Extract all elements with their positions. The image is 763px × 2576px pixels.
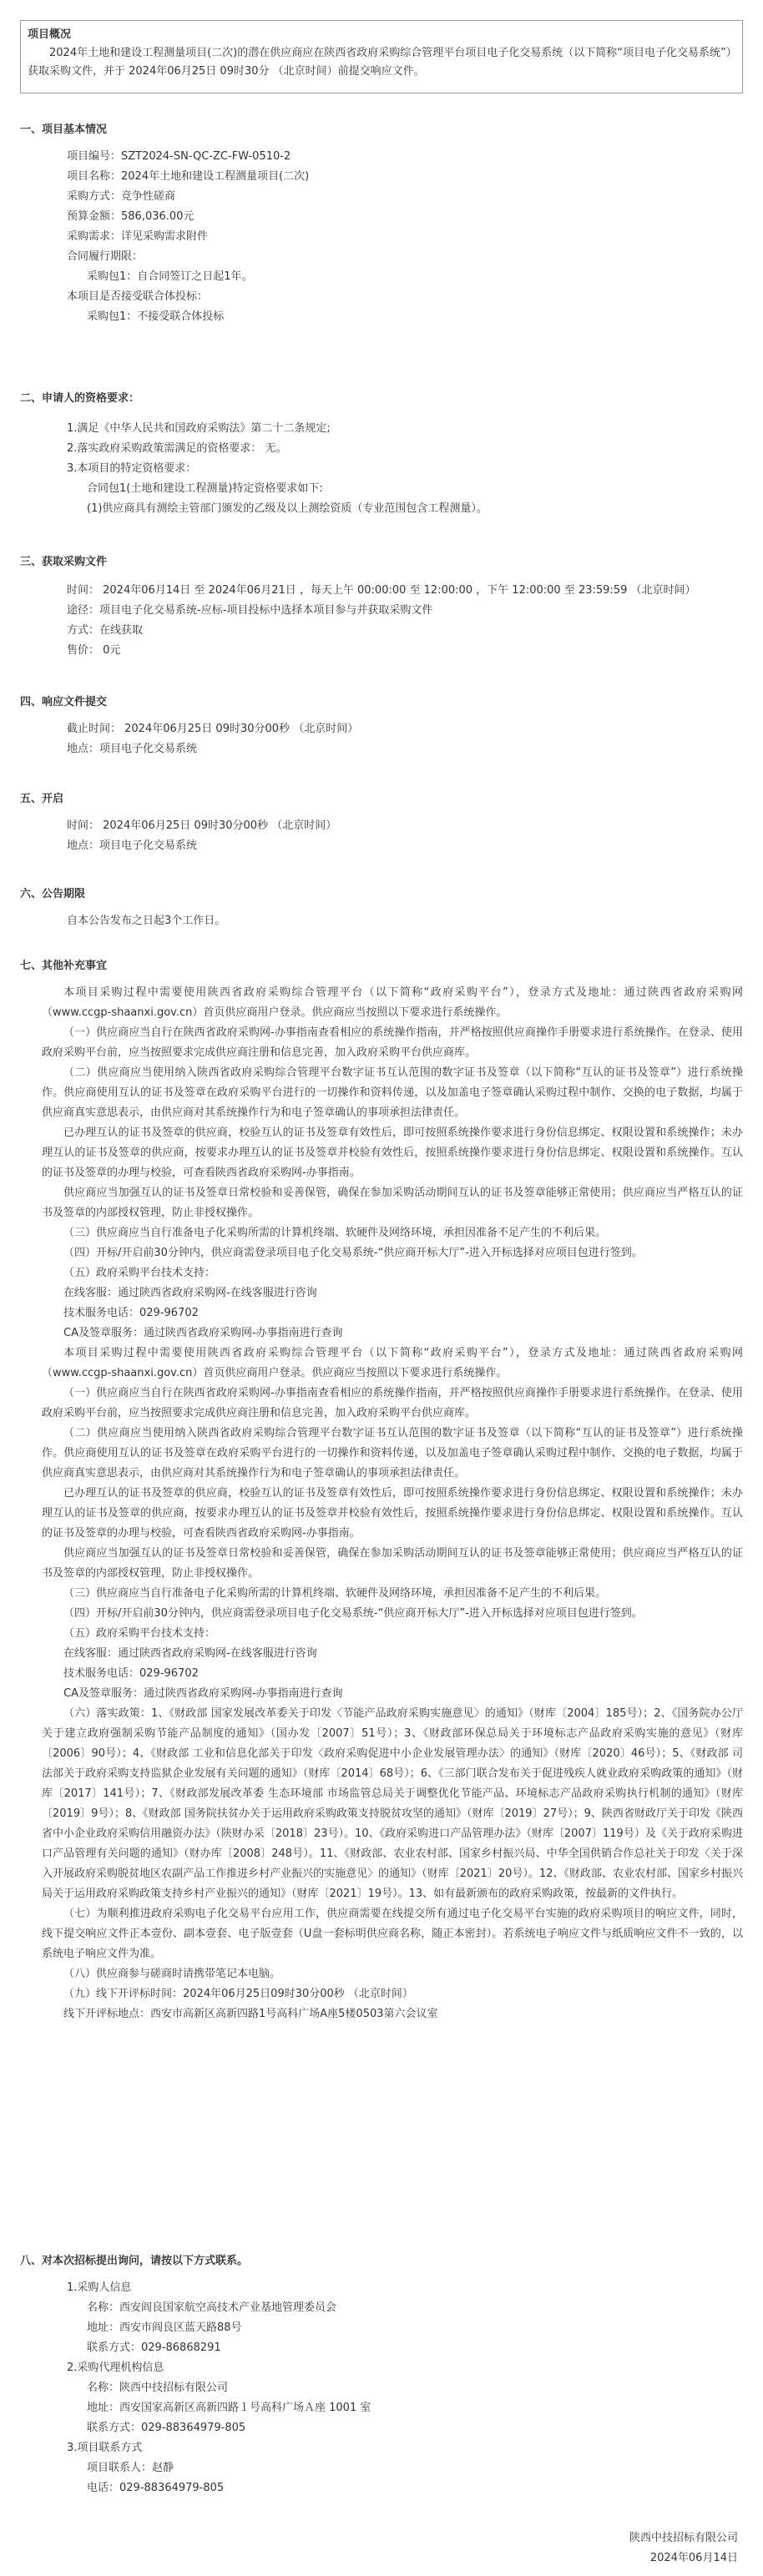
para: （二）供应商应当使用纳入陕西省政府采购综合管理平台数字证书互认范围的数字证书及签章（以下简称“互认的证书及签章”）进行系统操作。供应商使用互认的证书及签章在政府采购平台进行的一切操作和资料传递，以及加盖电子签章确认采购过程中制作、交换的电子数据，均属于供应商真实意思表示，由供应商对其系统操作行为和电子签章确认的事项承担法律责任。 <box>42 1066 743 1119</box>
summary-text: 2024年土地和建设工程测量项目(二次)的潜在供应商应在陕西省政府采购综合管理平台项目电子化交易系统（以下简称“项目电子化交易系统”）获取采购文件，并于 2024年06月25日 09时30分 （北京时间）前提交响应文件。 <box>28 47 732 78</box>
info-line: 采购方式：竞争性磋商 <box>67 190 176 203</box>
obtain-line: 售价： 0元 <box>67 644 121 657</box>
info-line: 项目名称：2024年土地和建设工程测量项目(二次) <box>67 170 310 183</box>
para: 线下开评标地点：西安市高新区高新四路1号高科广场A座5楼0503第六会议室 <box>63 2008 438 2020</box>
section-heading: 六、公告期限 <box>20 888 86 900</box>
para: （一）供应商应当自行在陕西省政府采购网-办事指南查看相应的系统操作指南，并严格按照供应商操作手册要求进行系统操作。在登录、使用政府采购平台前，应当按照要求完成供应商注册和信息完善，加入政府采购平台供应商库。 <box>42 1026 743 1059</box>
para: （九）线下开评标时间：2024年06月25日09时30分00秒 （北京时间） <box>63 1988 413 2000</box>
para: CA及签章服务：通过陕西省政府采购网-办事指南进行查询 <box>63 1327 343 1339</box>
para: 本项目采购过程中需要使用陕西省政府采购综合管理平台（以下简称“政府采购平台”），登录方式及地址：通过陕西省政府采购网（www.ccgp-shaanxi.gov.cn）首页供应商用户登录。供应商应当按照以下要求进行系统操作。 <box>42 986 743 1019</box>
purchaser-title: 1.采购人信息 <box>67 2281 132 2294</box>
para: 本项目采购过程中需要使用陕西省政府采购综合管理平台（以下简称“政府采购平台”），登录方式及地址：通过陕西省政府采购网（www.ccgp-shaanxi.gov.cn）首页供应商用户登录。供应商应当按照以下要求进行系统操作。 <box>42 1347 743 1379</box>
info-line: 采购需求：详见采购需求附件 <box>67 230 209 243</box>
submission-line: 截止时间： 2024年06月25日 09时30分00秒 （北京时间） <box>67 723 359 735</box>
contract-label: 合同履行期限： <box>67 250 144 263</box>
section-heading: 八、对本次招标提出询问，请按以下方式联系。 <box>20 2255 249 2267</box>
para: （三）供应商应当自行准备电子化采购所需的计算机终端、软硬件及网络环境，承担因准备不足产生的不利后果。 <box>63 1587 607 1600</box>
section-heading: 三、获取采购文件 <box>20 556 108 568</box>
obtain-line: 方式：在线获取 <box>67 624 144 637</box>
qualification-line: 3.本项目的特定资格要求： <box>67 462 197 475</box>
agency-line: 地址：西安国家高新区高新四路１号高科广场Ａ座 1001 室 <box>87 2402 371 2414</box>
contact-line: 电话：029-88364979-805 <box>87 2482 225 2494</box>
opening-line: 地点：项目电子化交易系统 <box>67 839 198 852</box>
para: （四）开标/开启前30分钟内，供应商需登录项目电子化交易系统-“供应商开标大厅”-进入开标选择对应项目包进行签到。 <box>63 1607 643 1620</box>
agency-title: 2.采购代理机构信息 <box>67 2362 164 2374</box>
para: （四）开标/开启前30分钟内，供应商需登录项目电子化交易系统-“供应商开标大厅”-进入开标选择对应项目包进行签到。 <box>63 1247 643 1259</box>
purchaser-line: 地址：西安市阎良区蓝天路88号 <box>87 2321 242 2334</box>
period-text: 自本公告发布之日起3个工作日。 <box>67 915 226 927</box>
para: （二）供应商应当使用纳入陕西省政府采购综合管理平台数字证书互认范围的数字证书及签章（以下简称“互认的证书及签章”）进行系统操作。供应商使用互认的证书及签章在政府采购平台进行的一切操作和资料传递，以及加盖电子签章确认采购过程中制作、交换的电子数据，均属于供应商真实意思表示，由供应商对其系统操作行为和电子签章确认的事项承担法律责任。 <box>42 1427 743 1480</box>
info-line: 项目编号：SZT2024-SN-QC-ZC-FW-0510-2 <box>67 150 291 163</box>
purchaser-line: 联系方式：029-86868291 <box>87 2342 221 2354</box>
section-submission <box>20 694 743 759</box>
para: （八）供应商参与磋商时请携带笔记本电脑。 <box>63 1968 281 1980</box>
section-qualifications <box>20 391 743 519</box>
submission-line: 地点：项目电子化交易系统 <box>67 743 198 755</box>
para: （七）为顺利推进政府采购电子化交易平台应用工作，供应商需要在线提交所有通过电子化交易平台实施的政府采购项目的响应文件，同时，线下提交响应文件正本壹份、副本壹套、电子版壹套（U盘一套标明供应商名称，随正本密封）。若系统电子响应文件与纸质响应文件不一致的，以系统电子响应文件为准。 <box>42 1908 743 1960</box>
para: （五）政府采购平台技术支持： <box>63 1267 216 1279</box>
supplementary-body <box>20 983 743 2024</box>
contract-value: 采购包1：自合同签订之日起1年。 <box>87 270 253 283</box>
purchaser-line: 名称：西安阎良国家航空高技术产业基地管理委员会 <box>87 2301 337 2314</box>
qualification-line: 1.满足《中华人民共和国政府采购法》第二十二条规定; <box>67 422 331 435</box>
summary-title: 项目概况 <box>28 28 72 41</box>
contact-title: 3.项目联系方式 <box>67 2442 143 2454</box>
para: 已办理互认的证书及签章的供应商，校验互认的证书及签章有效性后，即可按照系统操作要求进行身份信息绑定、权限设置和系统操作；未办理互认的证书及签章的供应商，按要求办理互认的证书及签章并校验有效性后，按照系统操作要求进行身份信息绑定、权限设置和系统操作。互认的证书及签章的办理与校验，可查看陕西省政府采购网-办事指南。 <box>42 1127 743 1179</box>
consortium-value: 采购包1：不接受联合体投标 <box>87 310 225 323</box>
project-summary-box <box>20 20 743 93</box>
agency-line: 联系方式：029-88364979-805 <box>87 2422 246 2434</box>
para: （三）供应商应当自行准备电子化采购所需的计算机终端、软硬件及网络环境，承担因准备不足产生的不利后果。 <box>63 1227 607 1239</box>
obtain-line: 途径：项目电子化交易系统-应标-项目投标中选择本项目参与并获取采购文件 <box>67 604 433 617</box>
section-heading: 五、开启 <box>20 793 64 805</box>
agency-line: 名称：陕西中技招标有限公司 <box>87 2382 229 2394</box>
para: 供应商应当加强互认的证书及签章日常校验和妥善保管，确保在参加采购活动期间互认的证书及签章能够正常使用；供应商应当严格互认的证书及签章的内部授权管理，防止非授权操作。 <box>42 1547 743 1580</box>
section-supplementary <box>20 958 743 2024</box>
contact-line: 项目联系人：赵静 <box>87 2462 174 2474</box>
section-contacts <box>20 2253 743 2498</box>
section-heading: 七、其他补充事宜 <box>20 960 108 972</box>
para: （五）政府采购平台技术支持： <box>63 1627 216 1640</box>
info-line: 预算金额：586,036.00元 <box>67 210 195 223</box>
para: （一）供应商应当自行在陕西省政府采购网-办事指南查看相应的系统操作指南，并严格按照供应商操作手册要求进行系统操作。在登录、使用政府采购平台前，应当按照要求完成供应商注册和信息完善，加入政府采购平台供应商库。 <box>42 1387 743 1419</box>
para: 在线客服：通过陕西省政府采购网-在线客服进行咨询 <box>63 1647 317 1660</box>
para: 在线客服：通过陕西省政府采购网-在线客服进行咨询 <box>63 1287 317 1299</box>
qualification-sub: (1)供应商具有测绘主管部门颁发的乙级及以上测绘资质（专业范围包含工程测量）。 <box>87 502 488 515</box>
opening-line: 时间： 2024年06月25日 09时30分00秒 （北京时间） <box>67 819 337 832</box>
qualification-line: 2.落实政府采购政策需满足的资格要求： 无。 <box>67 442 287 455</box>
section-basic-info <box>20 122 743 327</box>
section-obtain-documents <box>20 554 743 661</box>
para: 供应商应当加强互认的证书及签章日常校验和妥善保管，确保在参加采购活动期间互认的证书及签章能够正常使用；供应商应当严格互认的证书及签章的内部授权管理，防止非授权操作。 <box>42 1187 743 1219</box>
section-opening <box>20 791 743 856</box>
signature-date: 2024年06月14日 <box>649 2552 738 2564</box>
section-heading: 四、响应文件提交 <box>20 696 108 708</box>
signature-company: 陕西中技招标有限公司 <box>629 2532 738 2544</box>
para-policies: （六）落实政策：1、《财政部 国家发展改革委关于印发〈节能产品政府采购实施意见〉的通知》（财库〔2004〕185号）；2、《国务院办公厅关于建立政府强制采购节能产品制度的通知》（国办发〔2007〕51号）；3、《财政部环保总局关于环境标志产品政府采购实施的意见》（财库〔2006〕90号）；4、《财政部 工业和信息化部关于印发〈政府采购促进中小企业发展管理办法〉的通知》（财库〔2020〕46号）；5、《财政部 司法部关于政府采购支持监狱企业发展有关问题的通知》（财库〔2014〕68号）；6、《三部门联合发布关于促进残疾人就业政府采购政策的通知》（财库〔2017〕141号）；7、《财政部发展改革委 生态环境部 市场监管总局关于调整优化节能产品、环境标志产品政府采购执行机制的通知》（财库〔2019〕9号）；8、《财政部 国务院扶贫办关于运用政府采购政策支持脱贫攻坚的通知》（财库〔2019〕27号）；9、陕西省财政厅关于印发《陕西省中小企业政府采购信用融资办法》（陕财办采〔2018〕23号）。10、《政府采购进口产品管理办法》（财库〔2007〕119号）及《关于政府采购进口产品管理有关问题的通知》（财办库〔2008〕248号）。11、《财政部、农业农村部、国家乡村振兴局、中华全国供销合作总社关于印发〈关于深入开展政府采购脱贫地区农副产品工作推进乡村产业振兴的实施意见〉的通知》（财库〔2021〕20号）。12、《财政部、农业农村部、国家乡村振兴局关于运用政府采购政策支持乡村产业振兴的通知》（财库〔2021〕19号）。13、如有最新颁布的政府采购政策，按最新的文件执行。 <box>42 1707 743 1900</box>
obtain-line: 时间： 2024年06月14日 至 2024年06月21日 ，每天上午 00:00:00 至 12:00:00 ，下午 12:00:00 至 23:59:59 （北京时间） <box>67 584 696 597</box>
section-heading: 一、项目基本情况 <box>20 124 108 136</box>
para: 技术服务电话：029-96702 <box>63 1667 199 1680</box>
signature-block <box>629 2528 738 2568</box>
para: 已办理互认的证书及签章的供应商，校验互认的证书及签章有效性后，即可按照系统操作要求进行身份信息绑定、权限设置和系统操作；未办理互认的证书及签章的供应商，按要求办理互认的证书及签章并校验有效性后，按照系统操作要求进行身份信息绑定、权限设置和系统操作。互认的证书及签章的办理与校验，可查看陕西省政府采购网-办事指南。 <box>42 1487 743 1540</box>
section-period <box>20 886 743 931</box>
para: CA及签章服务：通过陕西省政府采购网-办事指南进行查询 <box>63 1687 343 1700</box>
consortium-label: 本项目是否接受联合体投标： <box>67 290 209 303</box>
para: 技术服务电话：029-96702 <box>63 1307 199 1319</box>
qualification-sub: 合同包1(土地和建设工程测量)特定资格要求如下: <box>87 482 323 495</box>
section-heading: 二、申请人的资格要求： <box>20 392 140 405</box>
